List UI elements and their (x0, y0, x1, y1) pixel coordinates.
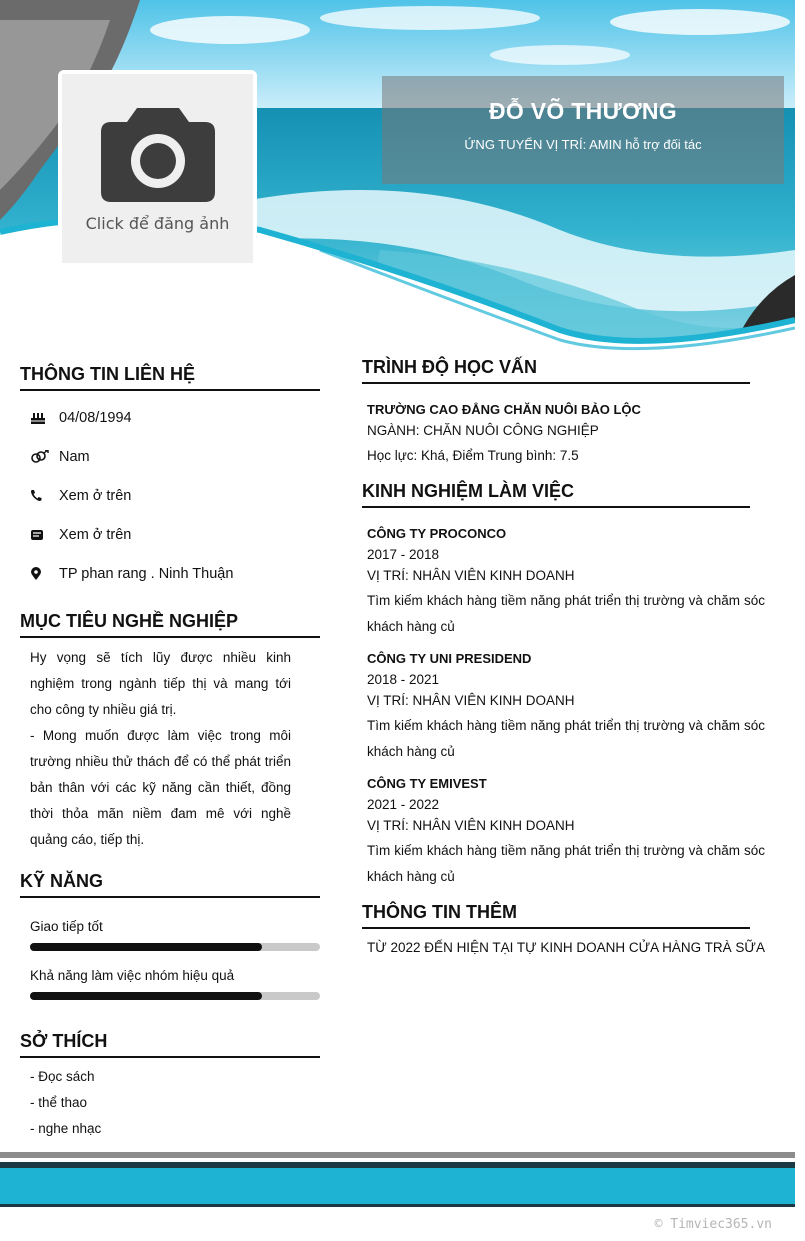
gender-icon (30, 450, 59, 464)
school-name: TRƯỜNG CAO ĐẲNG CHĂN NUÔI BẢO LỘC (367, 402, 641, 417)
candidate-name: ĐỖ VÕ THƯƠNG (489, 98, 677, 124)
skill-item (30, 968, 320, 1000)
skill-bar-fill (30, 943, 262, 951)
hobby-item: - thể thao (30, 1095, 88, 1110)
experience-item (367, 773, 765, 890)
location-pin-icon (30, 567, 59, 581)
education-major: NGÀNH: CHĂN NUÔI CÔNG NGHIỆP (367, 423, 599, 438)
job-description: Tìm kiếm khách hàng tiềm năng phát triển thị trường và chăm sóc khách hàng củ (367, 718, 765, 759)
experience-item (367, 523, 765, 640)
education-section-title: TRÌNH ĐỘ HỌC VẤN (362, 357, 750, 384)
career-objective-text (30, 645, 291, 853)
hobby-item: - Đọc sách (30, 1069, 95, 1084)
education-grade: Học lực: Khá, Điểm Trung bình: 7.5 (367, 448, 579, 463)
company-name: CÔNG TY PROCONCO (367, 526, 507, 541)
footer-stripe (0, 1168, 795, 1204)
additional-info-section-title: THÔNG TIN THÊM (362, 902, 750, 929)
job-description: Tìm kiếm khách hàng tiềm năng phát triển thị trường và chăm sóc khách hàng củ (367, 593, 765, 634)
hobby-item: - nghe nhạc (30, 1121, 102, 1136)
company-name: CÔNG TY EMIVEST (367, 776, 487, 791)
job-period: 2017 - 2018 (367, 547, 440, 562)
contact-item-birthday (30, 398, 320, 437)
objective-line: - Mong muốn được làm việc trong môi trường nhiều thử thách để có thể phát triển bản thân với các kỹ năng cần thiết, đồng thời thỏa mãn niềm đam mê với nghề quảng cáo, tiếp thị. (30, 728, 291, 847)
education-block (367, 399, 765, 469)
job-position: VỊ TRÍ: NHÂN VIÊN KINH DOANH (367, 568, 575, 583)
phone-icon (30, 489, 59, 502)
skill-name: Giao tiếp tốt (30, 919, 103, 934)
contact-item-value: Xem ở trên (59, 526, 132, 543)
birthday-cake-icon (30, 411, 59, 425)
company-name: CÔNG TY UNI PRESIDEND (367, 651, 532, 666)
applied-position: ỨNG TUYỂN VỊ TRÍ: AMIN hỗ trợ đối tác (464, 137, 702, 152)
site-watermark: © Timviec365.vn (654, 1217, 772, 1232)
contact-item-value: Nam (59, 448, 90, 465)
contact-item-value: 04/08/1994 (59, 409, 132, 426)
footer-stripe (0, 1204, 795, 1207)
additional-info-text: TỪ 2022 ĐẾN HIỆN TẠI TỰ KINH DOANH CỬA HÀNG TRÀ SỮA (367, 940, 765, 955)
skill-item (30, 919, 320, 951)
contact-item-gender (30, 437, 320, 476)
job-period: 2018 - 2021 (367, 672, 440, 687)
experience-item (367, 648, 765, 765)
contact-section-title: THÔNG TIN LIÊN HỆ (20, 364, 320, 391)
skill-bar-fill (30, 992, 262, 1000)
objective-section-title: MỤC TIÊU NGHỀ NGHIỆP (20, 611, 320, 638)
job-description: Tìm kiếm khách hàng tiềm năng phát triển thị trường và chăm sóc khách hàng củ (367, 843, 765, 884)
skill-bar-track (30, 992, 320, 1000)
skills-section-title: KỸ NĂNG (20, 871, 320, 898)
contact-item-phone (30, 476, 320, 515)
camera-icon (101, 104, 215, 202)
skill-bar-track (30, 943, 320, 951)
contact-item-email (30, 515, 320, 554)
name-title-box (382, 76, 784, 184)
skill-name: Khả năng làm việc nhóm hiệu quả (30, 968, 235, 983)
objective-line: Hy vọng sẽ tích lũy được nhiều kinh nghiệm trong ngành tiếp thị và mang tới cho công ty nhiều giá trị. (30, 650, 291, 717)
job-position: VỊ TRÍ: NHÂN VIÊN KINH DOANH (367, 693, 575, 708)
contact-item-value: Xem ở trên (59, 487, 132, 504)
contact-item-address (30, 554, 320, 593)
job-position: VỊ TRÍ: NHÂN VIÊN KINH DOANH (367, 818, 575, 833)
footer-stripe (0, 1152, 795, 1158)
hobbies-section-title: SỞ THÍCH (20, 1031, 320, 1058)
contact-list (30, 398, 320, 593)
profile-photo-upload[interactable] (58, 70, 257, 267)
photo-upload-caption[interactable]: Click để đăng ảnh (85, 214, 230, 233)
experience-section-title: KINH NGHIỆM LÀM VIỆC (362, 481, 750, 508)
email-icon (30, 529, 59, 541)
contact-item-value: TP phan rang . Ninh Thuận (59, 565, 234, 582)
hobbies-list (30, 1064, 101, 1142)
job-period: 2021 - 2022 (367, 797, 440, 812)
